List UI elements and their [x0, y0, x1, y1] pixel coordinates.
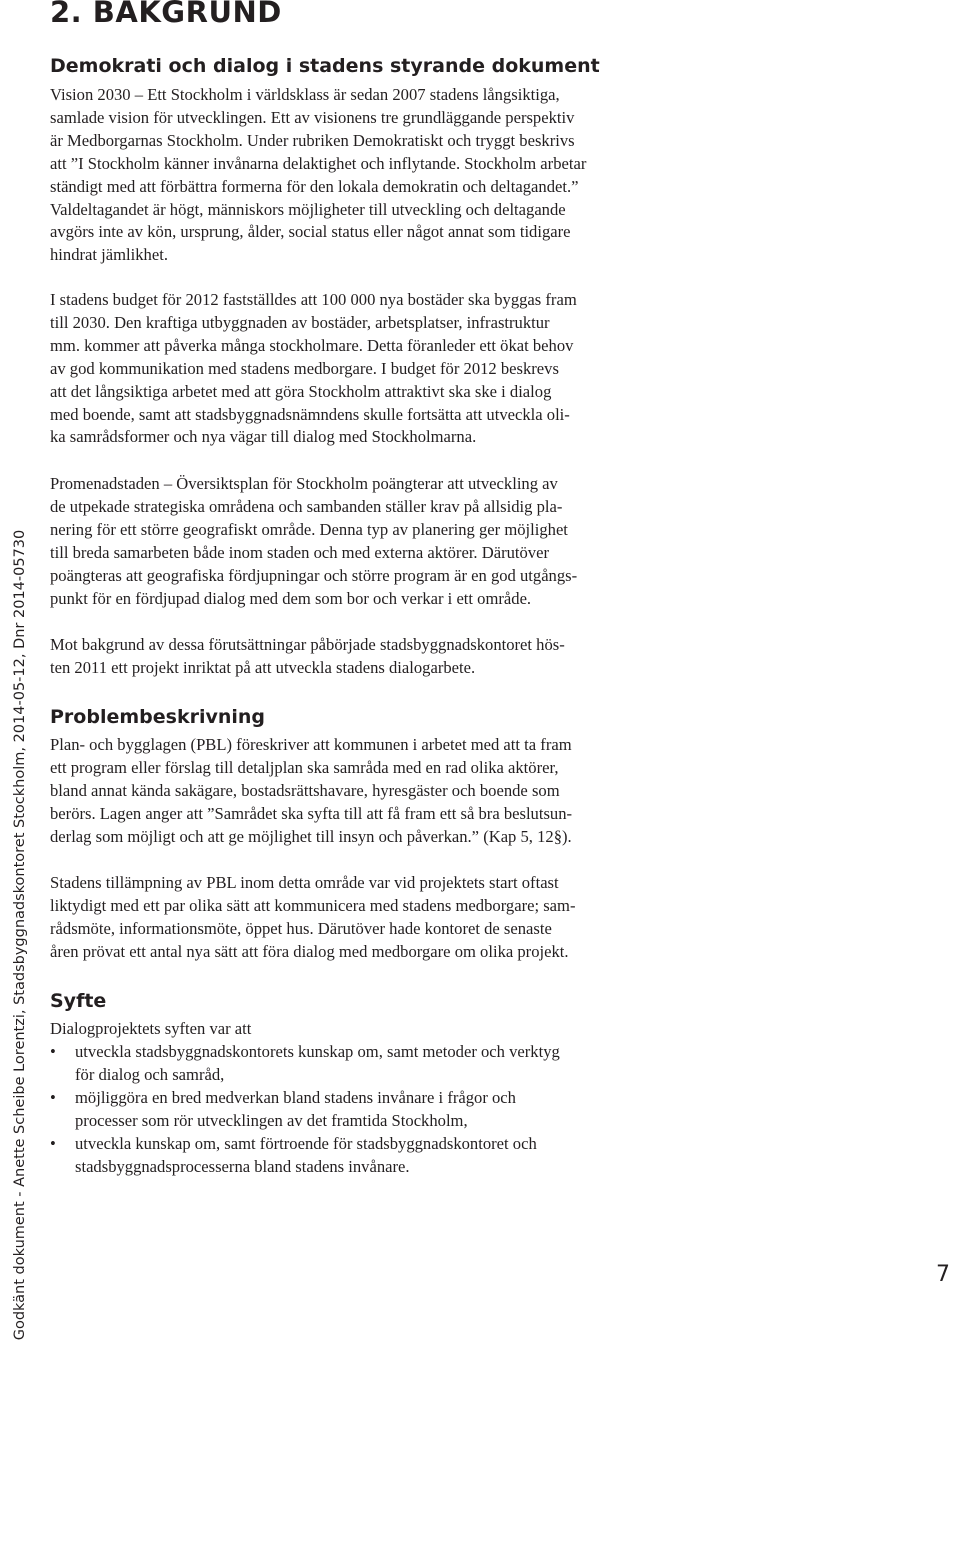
text-line: möjliggöra en bred medverkan bland stadens invånare i frågor och [75, 1087, 516, 1107]
text-line: att ”I Stockholm känner invånarna delaktighet och inflytande. Stockholm arbetar [50, 153, 587, 173]
syfte-bullet-list [50, 1041, 650, 1178]
section-heading-syfte: Syfte [50, 990, 107, 1012]
text-line: åren prövat ett antal nya sätt att föra dialog med medborgare om olika projekt. [50, 941, 569, 961]
text-line: Dialogprojektets syften var att [50, 1019, 252, 1038]
text-line: poängteras att geografiska fördjupningar och större program är en god utgångs- [50, 565, 578, 585]
text-line: punkt för en fördjupad dialog med dem som bor och verkar i ett område. [50, 588, 532, 608]
bullet-icon: • [50, 1087, 56, 1107]
text-line: med boende, samt att stadsbyggnadsnämndens skulle fortsätta att utveckla oli- [50, 404, 570, 424]
text-line: mm. kommer att påverka många stockholmare. Detta föranleder ett ökat behov [50, 335, 574, 355]
paragraph-tillampning [50, 872, 650, 964]
text-line: Vision 2030 – Ett Stockholm i världsklass är sedan 2007 stadens långsiktiga, [50, 85, 560, 104]
text-line: är Medborgarnas Stockholm. Under rubriken Demokratiskt och tryggt beskrivs [50, 130, 575, 150]
text-line: rådsmöte, informationsmöte, öppet hus. Därutöver hade kontoret de senaste [50, 918, 552, 938]
text-line: stadsbyggnadsprocesserna bland stadens invånare. [75, 1156, 410, 1176]
list-item [50, 1041, 650, 1087]
text-line: berörs. Lagen anger att ”Samrådet ska syfta till att få fram ett så bra beslutsun- [50, 803, 573, 823]
text-line: ett program eller förslag till detaljplan ska samråda med en rad olika aktörer, [50, 757, 559, 777]
paragraph-budget-2012 [50, 289, 650, 449]
text-line: ka samrådsformer och nya vägar till dialog med Stockholmarna. [50, 427, 477, 447]
text-line: av god kommunikation med stadens medborgare. I budget för 2012 beskrevs [50, 358, 559, 378]
text-line: liktydigt med ett par olika sätt att kommunicera med stadens medborgare; sam- [50, 895, 576, 915]
section-heading-demokrati: Demokrati och dialog i stadens styrande dokument [50, 55, 600, 77]
list-item [50, 1133, 650, 1179]
page-number: 7 [936, 1262, 950, 1287]
text-line: avgörs inte av kön, ursprung, ålder, social status eller något annat som tidigare [50, 222, 571, 242]
paragraph-pbl [50, 734, 650, 849]
approval-watermark: Godkänt dokument - Anette Scheibe Lorentzi, Stadsbyggnadskontoret Stockholm, 2014-05-12, Dnr 2014-05730 [12, 529, 28, 1341]
text-line: ten 2011 ett projekt inriktat på att utveckla stadens dialogarbete. [50, 657, 476, 677]
text-line: utveckla kunskap om, samt förtroende för stadsbyggnadskontoret och [75, 1133, 537, 1153]
text-line: processer som rör utvecklingen av det framtida Stockholm, [75, 1110, 468, 1130]
section-heading-problembeskrivning: Problembeskrivning [50, 706, 266, 728]
text-line: Mot bakgrund av dessa förutsättningar påbörjade stadsbyggnadskontoret hös- [50, 635, 565, 654]
bullet-icon: • [50, 1042, 56, 1061]
paragraph-vision-2030 [50, 84, 650, 267]
text-line: samlade vision för utvecklingen. Ett av visionens tre grundläggande perspektiv [50, 107, 575, 127]
text-line: de utpekade strategiska områdena och sambanden ställer krav på allsidig pla- [50, 496, 563, 516]
text-line: I stadens budget för 2012 fastställdes att 100 000 nya bostäder ska byggas fram [50, 290, 577, 309]
text-line: att det långsiktiga arbetet med att göra Stockholm attraktivt ska ske i dialog [50, 381, 552, 401]
text-line: till breda samarbeten både inom staden och med externa aktörer. Därutöver [50, 542, 549, 562]
bullet-icon: • [50, 1133, 56, 1153]
text-line: för dialog och samråd, [75, 1064, 225, 1084]
text-line: utveckla stadsbyggnadskontorets kunskap om, samt metoder och verktyg [75, 1042, 560, 1061]
syfte-intro [50, 1018, 650, 1041]
text-line: nering för ett större geografiskt område. Denna typ av planering ger möjlighet [50, 519, 568, 539]
paragraph-mot-bakgrund [50, 634, 650, 680]
paragraph-promenadstaden [50, 473, 650, 610]
text-line: Promenadstaden – Översiktsplan för Stockholm poängterar att utveckling av [50, 474, 558, 493]
text-line: bland annat kända sakägare, bostadsrättshavare, hyresgäster och boende som [50, 780, 560, 800]
text-line: Plan- och bygglagen (PBL) föreskriver att kommunen i arbetet med att ta fram [50, 735, 572, 754]
text-line: derlag som möjligt och att ge möjlighet till insyn och påverkan.” (Kap 5, 12§). [50, 826, 572, 846]
text-line: till 2030. Den kraftiga utbyggnaden av bostäder, arbetsplatser, infrastruktur [50, 312, 550, 332]
chapter-title: 2. BAKGRUND [50, 0, 282, 29]
text-line: ständigt med att förbättra formerna för den lokala demokratin och deltagandet.” [50, 176, 579, 196]
text-line: Valdeltagandet är högt, människors möjligheter till utveckling och deltagande [50, 199, 566, 219]
text-line: hindrat jämlikhet. [50, 245, 168, 265]
list-item [50, 1087, 650, 1133]
text-line: Stadens tillämpning av PBL inom detta område var vid projektets start oftast [50, 873, 559, 892]
